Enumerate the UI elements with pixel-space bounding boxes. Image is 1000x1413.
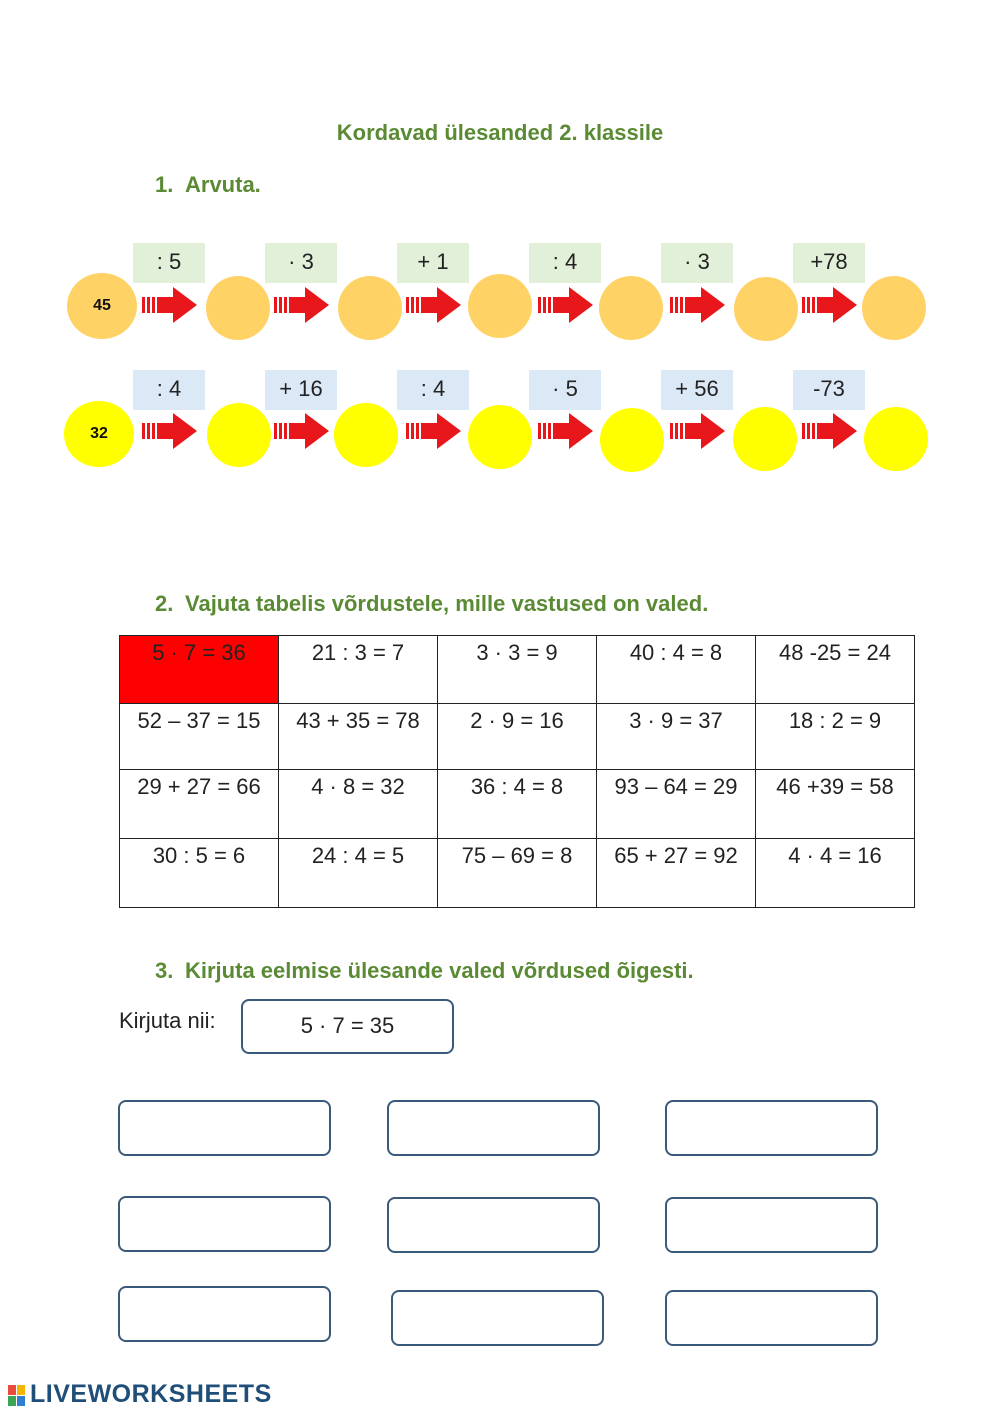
arrow-right-icon bbox=[142, 411, 198, 451]
arrow-right-icon bbox=[538, 285, 594, 325]
equation-cell[interactable]: 3 · 9 = 37 bbox=[597, 704, 756, 770]
chain-2-op-4: · 5 bbox=[529, 370, 601, 410]
chain-1-answer-6[interactable] bbox=[862, 276, 926, 340]
equation-cell[interactable]: 18 : 2 = 9 bbox=[756, 704, 915, 770]
equation-cell[interactable]: 93 – 64 = 29 bbox=[597, 770, 756, 839]
chain-2-op-5: + 56 bbox=[661, 370, 733, 410]
arrow-right-icon bbox=[274, 285, 330, 325]
task3-heading-text: Kirjuta eelmise ülesande valed võrdused õigesti. bbox=[185, 958, 694, 983]
chain-2-op-2: + 16 bbox=[265, 370, 337, 410]
table-row bbox=[120, 839, 915, 908]
chain-2-op-1: : 4 bbox=[133, 370, 205, 410]
chain-1-op-3: + 1 bbox=[397, 243, 469, 283]
arrow-right-icon bbox=[802, 285, 858, 325]
task1-number: 1. bbox=[155, 172, 174, 197]
example-box: 5 · 7 = 35 bbox=[241, 999, 454, 1054]
chain-2-answer-2[interactable] bbox=[334, 403, 398, 467]
table-row bbox=[120, 636, 915, 704]
equation-cell[interactable]: 4 · 4 = 16 bbox=[756, 839, 915, 908]
page-title: Kordavad ülesanded 2. klassile bbox=[336, 120, 664, 145]
answer-box-7[interactable] bbox=[118, 1286, 331, 1342]
chain-1-answer-3[interactable] bbox=[468, 274, 532, 338]
liveworksheets-logo-icon bbox=[8, 1385, 26, 1407]
chain-2-answer-1[interactable] bbox=[207, 403, 271, 467]
answer-box-6[interactable] bbox=[665, 1197, 878, 1253]
equation-cell[interactable]: 24 : 4 = 5 bbox=[279, 839, 438, 908]
equations-table bbox=[119, 635, 915, 908]
chain-1-answer-5[interactable] bbox=[734, 277, 798, 341]
chain-1-op-6: +78 bbox=[793, 243, 865, 283]
table-row bbox=[120, 770, 915, 839]
answer-box-2[interactable] bbox=[387, 1100, 600, 1156]
equation-cell[interactable]: 65 + 27 = 92 bbox=[597, 839, 756, 908]
answer-box-4[interactable] bbox=[118, 1196, 331, 1252]
answer-box-3[interactable] bbox=[665, 1100, 878, 1156]
answer-box-5[interactable] bbox=[387, 1197, 600, 1253]
task2-heading bbox=[155, 591, 708, 617]
chain-1-answer-4[interactable] bbox=[599, 276, 663, 340]
arrow-right-icon bbox=[406, 411, 462, 451]
equation-cell[interactable]: 46 +39 = 58 bbox=[756, 770, 915, 839]
chain-2-op-3: : 4 bbox=[397, 370, 469, 410]
chain-1-op-5: · 3 bbox=[661, 243, 733, 283]
answer-box-9[interactable] bbox=[665, 1290, 878, 1346]
equation-cell[interactable]: 21 : 3 = 7 bbox=[279, 636, 438, 704]
arrow-right-icon bbox=[538, 411, 594, 451]
chain-2-start-circle bbox=[64, 401, 134, 467]
answer-box-8[interactable] bbox=[391, 1290, 604, 1346]
equation-cell[interactable]: 3 · 3 = 9 bbox=[438, 636, 597, 704]
task2-number: 2. bbox=[155, 591, 174, 616]
chain-1-answer-2[interactable] bbox=[338, 276, 402, 340]
equation-cell[interactable]: 43 + 35 = 78 bbox=[279, 704, 438, 770]
table-row bbox=[120, 704, 915, 770]
answer-box-1[interactable] bbox=[118, 1100, 331, 1156]
task1-heading-text: Arvuta. bbox=[185, 172, 261, 197]
arrow-right-icon bbox=[670, 411, 726, 451]
liveworksheets-logo: LIVEWORKSHEETS bbox=[30, 1380, 272, 1408]
chain-1-op-2: · 3 bbox=[265, 243, 337, 283]
chain-2-answer-3[interactable] bbox=[468, 405, 532, 469]
equation-cell[interactable]: 30 : 5 = 6 bbox=[120, 839, 279, 908]
chain-2-op-6: -73 bbox=[793, 370, 865, 410]
arrow-right-icon bbox=[406, 285, 462, 325]
arrow-right-icon bbox=[142, 285, 198, 325]
task3-heading bbox=[155, 958, 694, 984]
equation-cell[interactable]: 40 : 4 = 8 bbox=[597, 636, 756, 704]
equation-cell[interactable]: 52 – 37 = 15 bbox=[120, 704, 279, 770]
chain-1-start-circle bbox=[67, 273, 137, 339]
chain-1-op-4: : 4 bbox=[529, 243, 601, 283]
task2-heading-text: Vajuta tabelis võrdustele, mille vastused on valed. bbox=[185, 591, 709, 616]
arrow-right-icon bbox=[670, 285, 726, 325]
chain-2-answer-6[interactable] bbox=[864, 407, 928, 471]
equation-cell[interactable]: 5 · 7 = 36 bbox=[120, 636, 279, 704]
equation-cell[interactable]: 4 · 8 = 32 bbox=[279, 770, 438, 839]
equation-cell[interactable]: 29 + 27 = 66 bbox=[120, 770, 279, 839]
equation-cell[interactable]: 36 : 4 = 8 bbox=[438, 770, 597, 839]
equation-cell[interactable]: 48 -25 = 24 bbox=[756, 636, 915, 704]
task3-number: 3. bbox=[155, 958, 174, 983]
example-label: Kirjuta nii: bbox=[119, 1008, 216, 1033]
task1-heading bbox=[155, 172, 261, 198]
equation-cell[interactable]: 75 – 69 = 8 bbox=[438, 839, 597, 908]
arrow-right-icon bbox=[802, 411, 858, 451]
chain-2-answer-4[interactable] bbox=[600, 408, 664, 472]
equation-cell[interactable]: 2 · 9 = 16 bbox=[438, 704, 597, 770]
chain-1-start-value: 45 bbox=[93, 297, 111, 314]
chain-2-start-value: 32 bbox=[90, 425, 108, 442]
chain-1-answer-1[interactable] bbox=[206, 276, 270, 340]
chain-2-answer-5[interactable] bbox=[733, 407, 797, 471]
chain-1-op-1: : 5 bbox=[133, 243, 205, 283]
arrow-right-icon bbox=[274, 411, 330, 451]
